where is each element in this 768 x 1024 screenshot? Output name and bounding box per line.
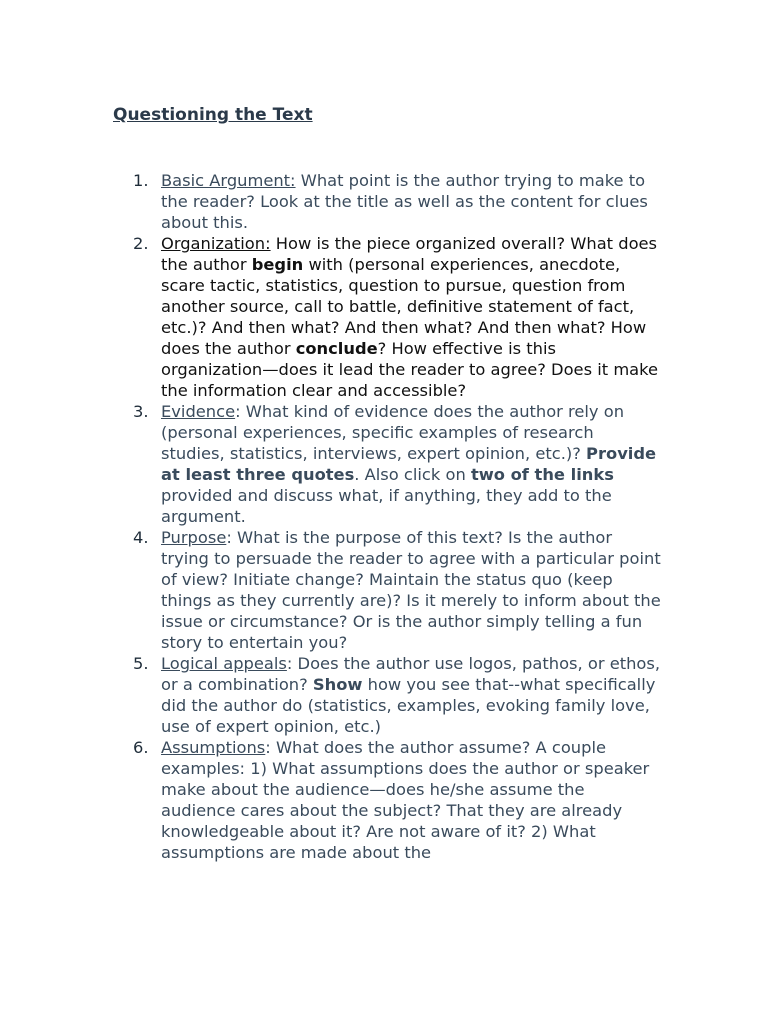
list-item-evidence [133,401,661,527]
item-bold-text: conclude [295,339,378,358]
item-label: Assumptions [161,738,266,757]
item-bold-text: two of the links [470,465,614,484]
item-text: : What does the author assume? A couple examples: 1) What assumptions does the author or speaker make about the audience—does he/she assume the audience cares about the subject? That they are already knowledgeable about it? Are not aware of it? 2) What assumptions are made about the [161,738,650,862]
list-number: 6. [133,738,149,757]
item-text: What point is the author trying to make to the reader? Look at the title as well as the content for clues about this. [161,171,648,232]
item-text: : What kind of evidence does the author rely on (personal experiences, specific examples of research studies, statistics, interviews, expert opinion, etc.)? [161,402,625,463]
item-bold-text: Provide at least three quotes [161,444,657,484]
item-bold-text: Show [312,675,363,694]
list-item-logical-appeals [133,653,661,737]
item-text: . Also click on [354,465,471,484]
item-text: provided and discuss what, if anything, they add to the argument. [161,486,612,526]
item-bold-text: begin [251,255,304,274]
question-list [133,170,661,863]
list-number: 1. [133,171,149,190]
list-number: 2. [133,234,149,253]
item-text: How is the piece organized overall? What does the author [161,234,658,274]
item-text: ? How effective is this organization—does it lead the reader to agree? Does it make the information clear and accessible? [161,339,659,400]
item-label: Organization: [161,234,271,253]
item-label: Logical appeals [161,654,287,673]
list-item-assumptions [133,737,661,863]
item-text: how you see that--what specifically did the author do (statistics, examples, evoking family love, use of expert opinion, etc.) [161,675,656,736]
item-text: : Does the author use logos, pathos, or ethos, or a combination? [161,654,661,694]
item-label: Purpose [161,528,227,547]
item-label: Basic Argument: [161,171,296,190]
page-title: Questioning the Text [113,105,313,125]
item-text: : What is the purpose of this text? Is the author trying to persuade the reader to agree with a particular point of view? Initiate change? Maintain the status quo (keep things as they currently are)? Is it merely to inform about the issue or circumstance? Or is the author simply telling a fun story to entertain you? [161,528,661,652]
list-item-basic-argument [133,170,661,233]
list-item-purpose [133,527,661,653]
list-number: 3. [133,402,149,421]
item-text: with (personal experiences, anecdote, scare tactic, statistics, question to pursue, question from another source, call to battle, definitive statement of fact, etc.)? And then what? And then what? And then what? How does the author [161,255,647,358]
list-item-organization [133,233,661,401]
item-label: Evidence [161,402,236,421]
list-number: 5. [133,654,149,673]
list-number: 4. [133,528,149,547]
